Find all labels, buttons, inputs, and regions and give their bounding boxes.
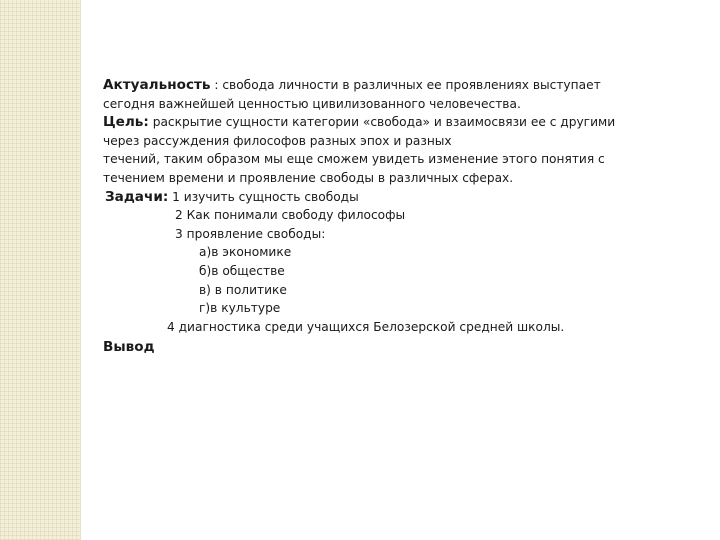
actuality-line-1 (103, 76, 703, 95)
task-item-3: 3 проявление свободы: (175, 226, 326, 241)
decorative-side-strip (0, 0, 80, 540)
slide-content (103, 76, 703, 357)
task-subitem-economy: а)в экономике (199, 245, 292, 260)
task-subitem-politics: в) в политике (199, 282, 287, 297)
side-strip-edge (80, 0, 81, 540)
actuality-label: Актуальность (103, 77, 211, 93)
goal-text: раскрытие сущности категории «свобода» и взаимосвязи ее с другими (148, 115, 616, 130)
actuality-line-2: сегодня важнейшей ценностью цивилизованного человечества. (103, 96, 521, 111)
goal-line-1 (103, 113, 703, 132)
conclusion-label: Вывод (103, 339, 155, 356)
goal-line-4: течением времени и проявление свободы в различных сферах. (103, 170, 514, 185)
goal-label: Цель: (103, 114, 149, 131)
task-item-4: 4 диагностика среди учащихся Белозерской средней школы. (167, 319, 565, 334)
goal-line-2: через рассуждения философов разных эпох и разных (103, 133, 452, 148)
tasks-label: Задачи: (105, 188, 169, 205)
task-subitem-culture: г)в культуре (199, 301, 281, 316)
task-subitem-society: б)в обществе (199, 263, 285, 278)
task-item-2: 2 Как понимали свободу философы (175, 208, 406, 223)
actuality-text: : свобода личности в различных ее проявлениях выступает (210, 78, 601, 92)
goal-line-3: течений, таким образом мы еще сможем увидеть изменение этого понятия с (103, 152, 605, 167)
task-item-1: 1 изучить сущность свободы (172, 189, 359, 204)
tasks-line (103, 188, 703, 207)
